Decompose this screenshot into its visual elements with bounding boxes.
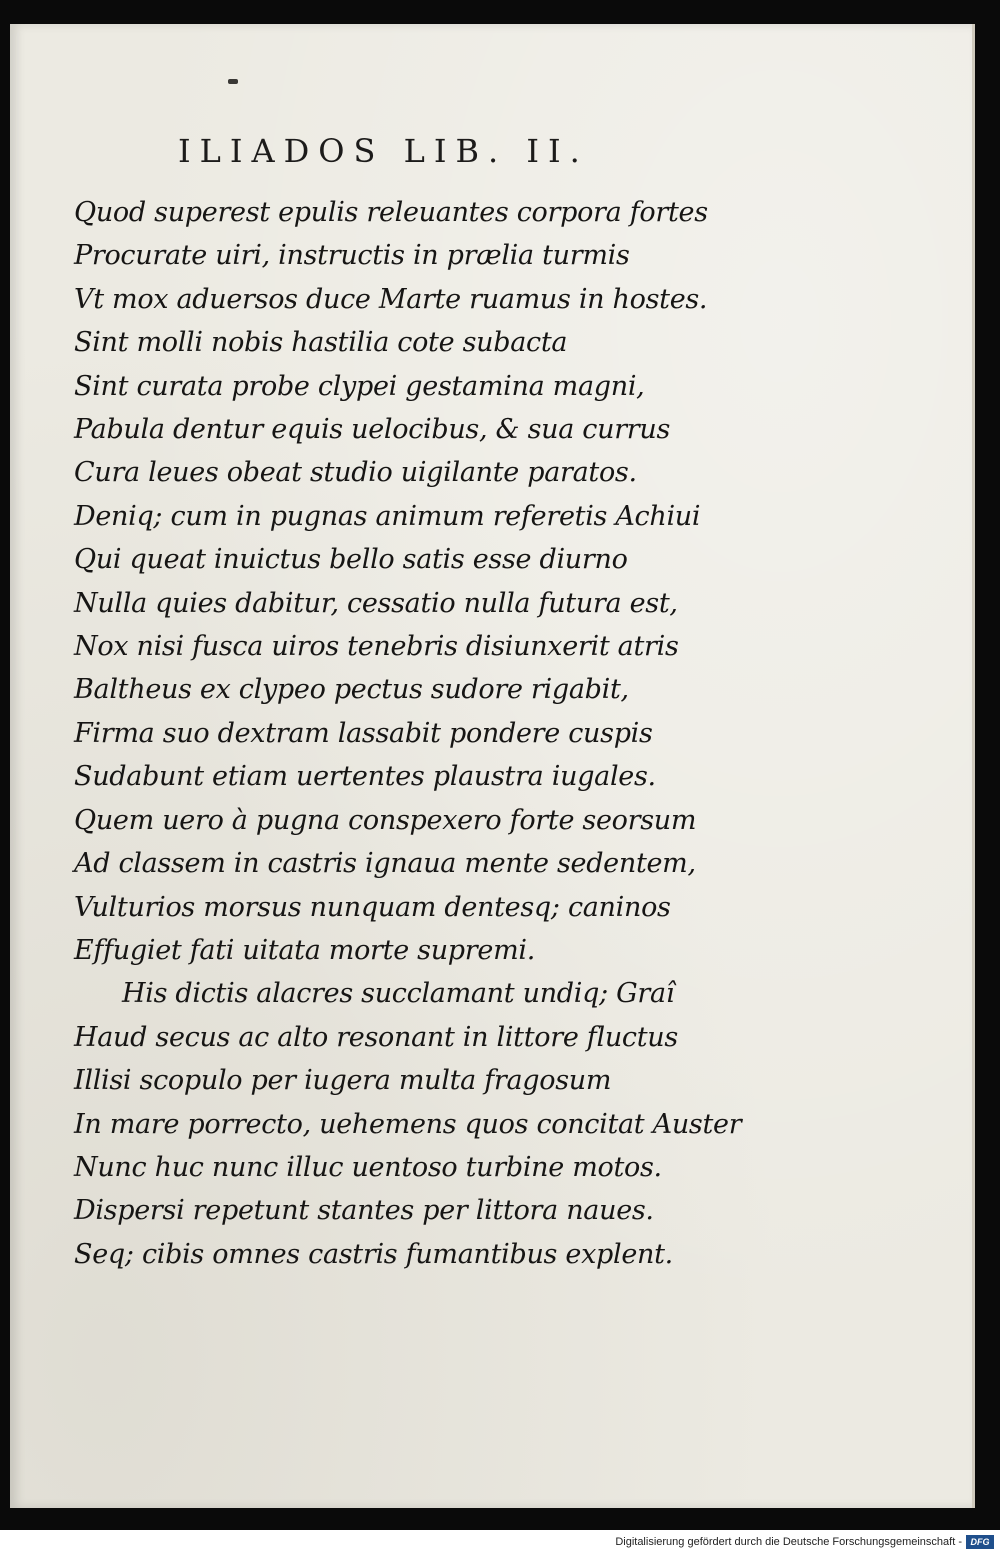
ink-speck [228,79,238,84]
verse-line: Vulturios morsus nunquam dentesq; caninos [74,891,671,923]
verse-line: Dispersi repetunt stantes per littora naues. [74,1195,654,1227]
verse-line: Sint curata probe clypei gestamina magni, [74,370,645,402]
verse-line: Seq; cibis omnes castris fumantibus explent. [74,1238,673,1270]
verse-line: Ad classem in castris ignaua mente sedentem, [74,848,696,880]
verse-line: Nox nisi fusca uiros tenebris disiunxerit atris [74,631,679,663]
verse-line: In mare porrecto, uehemens quos concitat Auster [74,1108,742,1140]
verse-line: Pabula dentur equis uelocibus, & sua currus [74,414,671,446]
verse-line: Vt mox aduersos duce Marte ruamus in hostes. [74,283,708,315]
dfg-logo: DFG [966,1535,994,1549]
verse-line: Haud secus ac alto resonant in littore fluctus [74,1021,678,1053]
verse-line: Illisi scopulo per iugera multa fragosum [74,1065,612,1097]
book-page [10,24,975,1508]
verse-line: Quod superest epulis releuantes corpora fortes [74,197,708,228]
verse-line: Sudabunt etiam uertentes plaustra iugales. [74,761,656,793]
footer-bar [0,1530,1000,1556]
verse-line: Nunc huc nunc illuc uentoso turbine motos. [74,1151,662,1183]
verse-line: Cura leues obeat studio uigilante paratos. [74,457,637,489]
verse-line: Effugiet fati uitata morte supremi. [74,934,535,966]
verse-line: Sint molli nobis hastilia cote subacta [74,327,568,359]
verse-line: His dictis alacres succlamant undiq; Graî [122,978,675,1010]
verse-line: Quem uero à pugna conspexero forte seorsum [74,804,697,836]
footer-credit: Digitalisierung gefördert durch die Deutsche Forschungsgemeinschaft - [615,1536,962,1548]
verse-line: Baltheus ex clypeo pectus sudore rigabit, [74,674,629,706]
verse-line: Firma suo dextram lassabit pondere cuspis [74,717,653,749]
verse-line: Deniq; cum in pugnas animum referetis Achiui [74,500,701,532]
verse-line: Procurate uiri, instructis in prælia turmis [74,240,630,272]
verse-text [74,191,741,1276]
verse-line: Qui queat inuictus bello satis esse diurno [74,544,628,576]
verse-line: Nulla quies dabitur, cessatio nulla futura est, [74,587,678,619]
running-head: ILIADOS LIB. II. [178,132,589,170]
